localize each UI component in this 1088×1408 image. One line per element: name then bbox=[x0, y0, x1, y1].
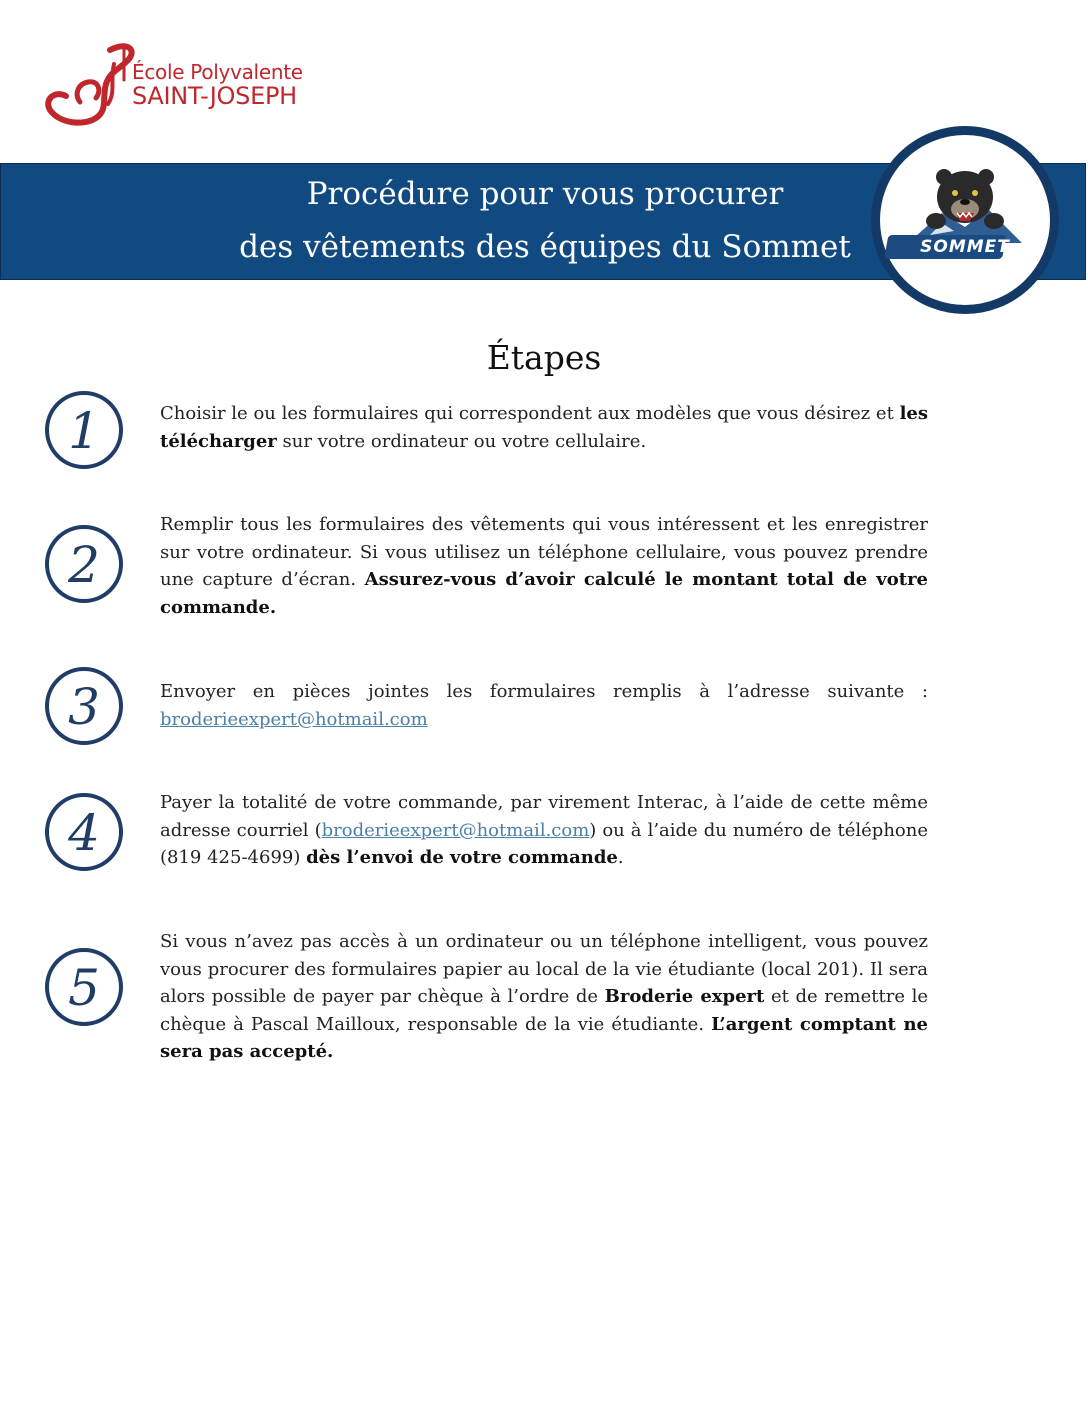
step-4-text-b: ) ou à l’aide du numéro de téléphone (819 425-4699) bbox=[160, 819, 928, 868]
sommet-badge bbox=[871, 126, 1059, 314]
school-name-line2: SAINT-JOSEPH bbox=[132, 82, 297, 110]
step-number-4 bbox=[42, 790, 126, 874]
step-number-3-label: 3 bbox=[68, 678, 100, 736]
step-5-text-a: Si vous n’avez pas accès à un ordinateur ou un téléphone intelligent, vous pouvez vous procurer des formulaires papier au local de la vie étudiante (local 201). Il sera alors possible de payer par chèque à l’ordre de bbox=[160, 931, 928, 1007]
step-number-5-label: 5 bbox=[68, 959, 100, 1017]
step-text-1 bbox=[160, 400, 928, 455]
step-text-3 bbox=[160, 678, 928, 733]
step-number-2 bbox=[42, 522, 126, 606]
step-4-text-a: Payer la totalité de votre commande, par virement Interac, à l’aide de cette même adresse courriel ( bbox=[160, 792, 928, 841]
page-title-line2: des vêtements des équipes du Sommet bbox=[239, 229, 851, 265]
step-4-bold: dès l’envoi de votre commande bbox=[306, 847, 618, 868]
step-text-5 bbox=[160, 928, 928, 1066]
step-number-3 bbox=[42, 664, 126, 748]
step-text-4 bbox=[160, 789, 928, 872]
step-2-bold: Assurez-vous d’avoir calculé le montant total de votre commande. bbox=[160, 569, 929, 618]
step-text-2 bbox=[160, 511, 928, 621]
step-number-1 bbox=[42, 388, 126, 472]
step-5-bold-b: L’argent comptant ne sera pas accepté. bbox=[160, 1013, 928, 1062]
step-number-5 bbox=[42, 945, 126, 1029]
bear-mascot-icon bbox=[880, 135, 1050, 305]
step-5-bold-a: Broderie expert bbox=[604, 986, 765, 1007]
email-link[interactable]: broderieexpert@hotmail.com bbox=[160, 708, 428, 730]
section-heading: Étapes bbox=[486, 338, 602, 377]
step-5-text-b: et de remettre le chèque à Pascal Mailloux, responsable de la vie étudiante. bbox=[160, 986, 928, 1035]
step-number-1-label: 1 bbox=[68, 402, 100, 460]
step-1-text-b: sur votre ordinateur ou votre cellulaire. bbox=[276, 430, 647, 452]
badge-text: SOMMET bbox=[920, 237, 1010, 257]
page-title-line1: Procédure pour vous procurer bbox=[306, 176, 784, 212]
step-4-text-c: . bbox=[617, 847, 624, 868]
school-name-line1: École Polyvalente bbox=[132, 60, 303, 84]
step-1-bold: les télécharger bbox=[160, 403, 928, 452]
step-2-text-a: Remplir tous les formulaires des vêtements qui vous intéressent et les enregistrer sur votre ordinateur. Si vous utilisez un téléphone cellulaire, vous pouvez prendre une capture d’écran. bbox=[160, 514, 928, 590]
step-1-text-a: Choisir le ou les formulaires qui correspondent aux modèles que vous désirez et bbox=[160, 403, 900, 424]
step-number-2-label: 2 bbox=[68, 536, 100, 594]
school-name bbox=[132, 62, 303, 108]
email-link-inline[interactable]: broderieexpert@hotmail.com bbox=[321, 819, 590, 841]
step-number-4-label: 4 bbox=[68, 804, 100, 862]
step-3-text-a: Envoyer en pièces jointes les formulaires remplis à l’adresse suivante : bbox=[160, 681, 928, 702]
page-title bbox=[190, 168, 900, 274]
